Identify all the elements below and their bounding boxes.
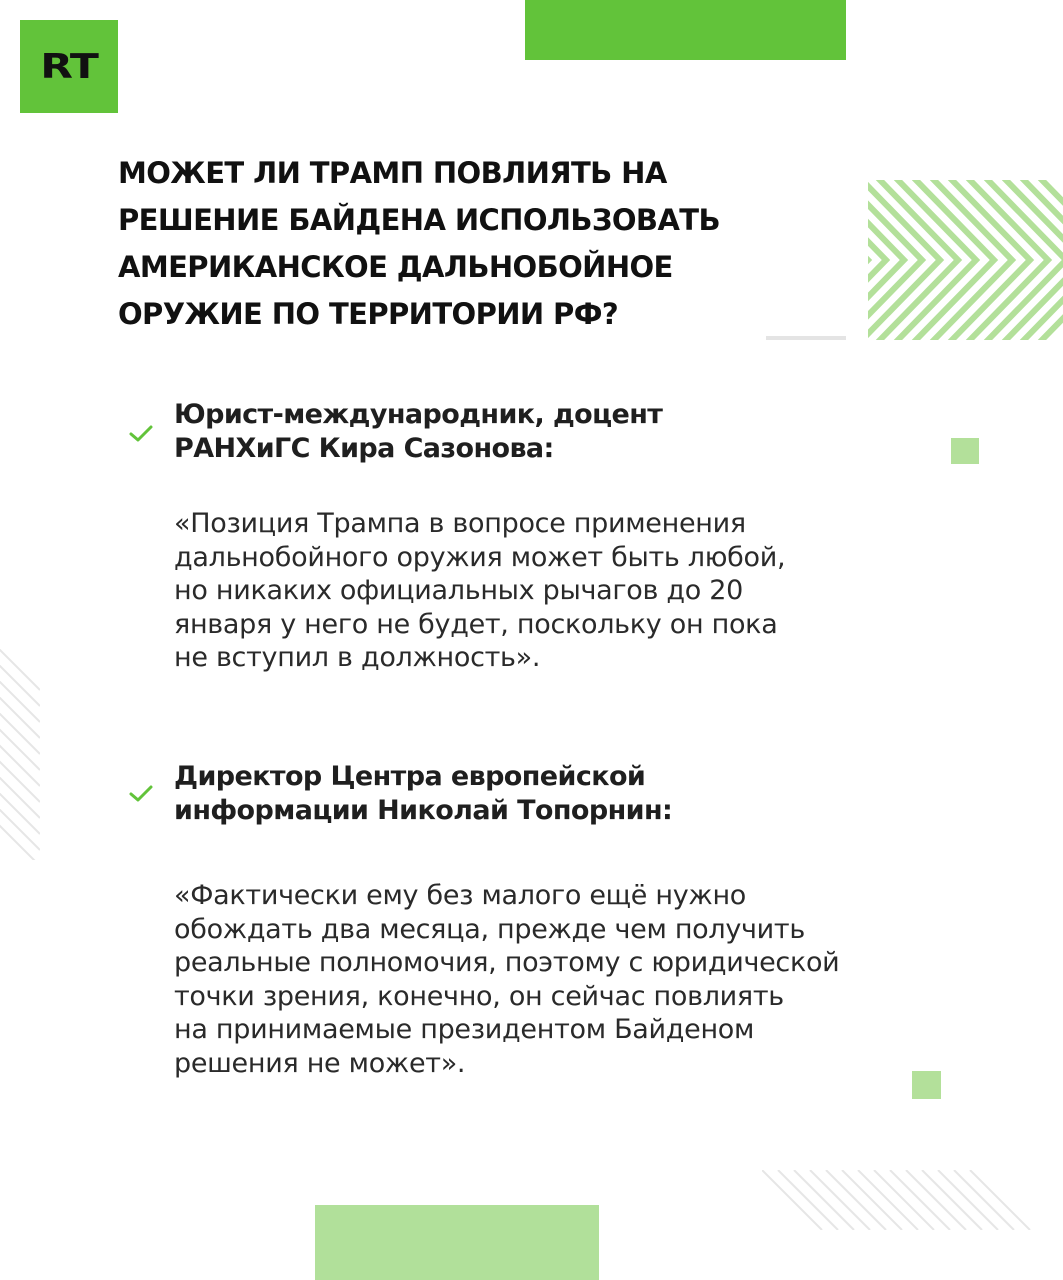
expert-quote: «Фактически ему без малого ещё нужно обождать два месяца, прежде чем получить реальные полномочия, поэтому с юридической точки зрения, конечно, он сейчас повлиять на принимаемые президентом Байденом решения не может». xyxy=(174,880,840,1079)
headline: МОЖЕТ ЛИ ТРАМП ПОВЛИЯТЬ НА РЕШЕНИЕ БАЙДЕНА ИСПОЛЬЗОВАТЬ АМЕРИКАНСКОЕ ДАЛЬНОБОЙНОЕ ОРУЖИЕ ПО ТЕРРИТОРИИ РФ? xyxy=(118,156,720,331)
expert-quote: «Позиция Трампа в вопросе применения дальнобойного оружия может быть любой, но никаких официальных рычагов до 20 января у него не будет, поскольку он пока не вступил в должность». xyxy=(174,508,786,673)
grey-divider-line xyxy=(766,336,846,340)
check-icon xyxy=(128,784,154,804)
green-square-decoration xyxy=(912,1071,941,1099)
top-accent-bar xyxy=(525,0,846,60)
expert-speaker: Юрист-международник, доцент РАНХиГС Кира Сазонова: xyxy=(174,399,663,464)
check-icon xyxy=(128,424,154,444)
bottom-accent-bar xyxy=(315,1205,599,1280)
rt-logo xyxy=(20,20,118,113)
green-square-decoration xyxy=(951,438,979,464)
expert-speaker: Директор Центра европейской информации Николай Топорнин: xyxy=(174,761,673,826)
chevron-pattern-decoration xyxy=(868,180,1063,340)
diagonal-stripes-decoration xyxy=(762,1170,1032,1230)
rt-logo-text: RT xyxy=(40,46,98,87)
diagonal-stripes-decoration xyxy=(0,630,40,860)
